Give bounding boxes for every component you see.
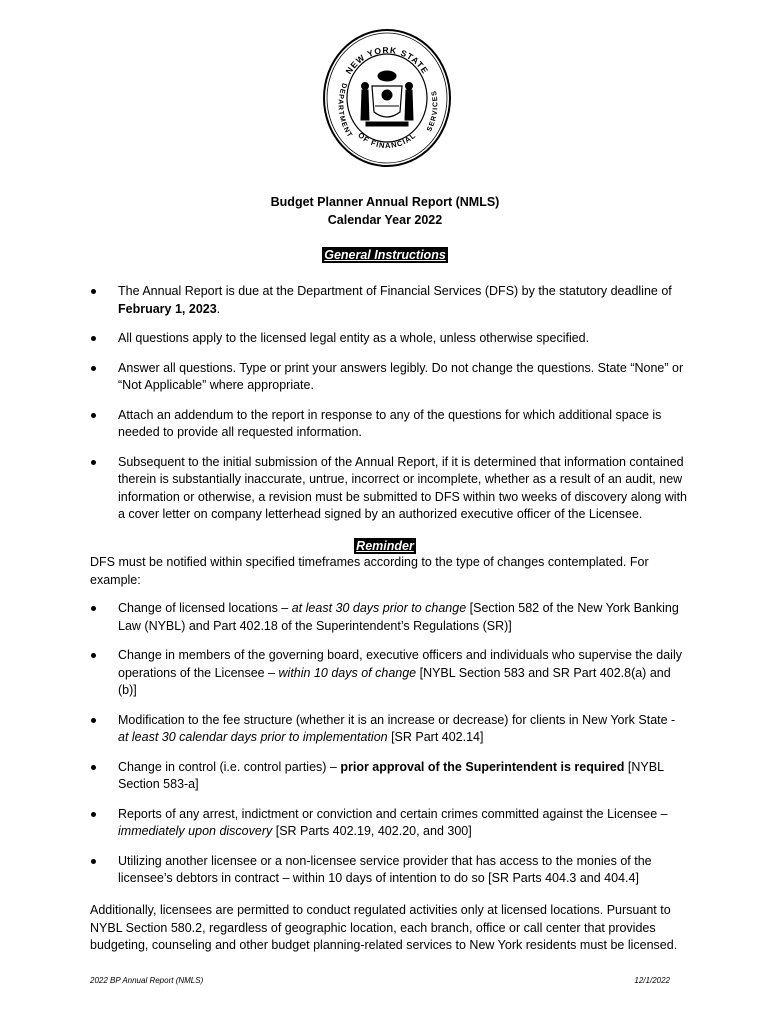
- list-item: [90, 647, 688, 700]
- reminder-text: Utilizing another licensee or a non-licensee service provider that has access to the monies of the licensee’s debtors in contract – within 10 days of intention to do so [SR Parts 404.3 and 404.4]: [118, 853, 652, 885]
- instruction-text: Attach an addendum to the report in response to any of the questions for which additional space is needed to provide all requested information.: [118, 407, 662, 439]
- reminder-timeframe: within 10 days of change: [278, 665, 417, 680]
- seal-text-right: SERVICES: [426, 89, 440, 133]
- report-title: [0, 193, 770, 229]
- reminder-citation: [SR Parts 402.19, 402.20, and 300]: [272, 824, 472, 838]
- list-item: [90, 806, 688, 841]
- list-item: [90, 283, 688, 318]
- list-item: [90, 330, 688, 348]
- reminder-text: Reports of any arrest, indictment or conviction and certain crimes committed against the Licensee –: [118, 806, 668, 821]
- deadline-date: February 1, 2023: [118, 301, 217, 316]
- seal-text-left: DEPARTMENT: [336, 82, 354, 140]
- reminder-timeframe: at least 30 calendar days prior to implementation: [118, 730, 388, 744]
- instruction-text: Answer all questions. Type or print your answers legibly. Do not change the questions. State “None” or “Not Applicable” where appropriate.: [118, 360, 684, 392]
- reminder-timeframe: immediately upon discovery: [118, 824, 273, 838]
- reminder-citation: [SR Part 402.14]: [387, 730, 484, 744]
- list-item: [90, 712, 688, 747]
- seal-text-bottom: OF FINANCIAL: [356, 130, 418, 151]
- reminder-list: [90, 600, 688, 888]
- instruction-text: All questions apply to the licensed legal entity as a whole, unless otherwise specified.: [118, 331, 590, 345]
- reminder-heading: Reminder: [356, 539, 414, 553]
- reminder-requirement: prior approval of the Superintendent is required: [340, 759, 625, 774]
- reminder-text: Change of licensed locations –: [118, 601, 292, 615]
- seal-text-top: NEW YORK STATE: [343, 44, 431, 76]
- reminder-text: Change in members of the governing board, executive officers and individuals who supervise the daily operations of the Licensee –: [118, 648, 682, 680]
- reminder-heading-wrap: [0, 537, 770, 555]
- title-line-2: Calendar Year 2022: [327, 213, 443, 227]
- list-item: [90, 407, 688, 442]
- svg-text:DEPARTMENT: [337, 82, 354, 139]
- reminder-citation: [Section 582 of the New York Banking Law (NYBL) and Part 402.18 of the Superintendent’s Regulations (SR)]: [118, 601, 679, 633]
- reminder-timeframe: at least 30 days prior to change: [291, 601, 467, 615]
- general-instructions-list: [90, 283, 688, 524]
- reminder-intro: DFS must be notified within specified timeframes according to the type of changes contemplated. For example:: [90, 555, 649, 587]
- instruction-text: Subsequent to the initial submission of the Annual Report, if it is determined that information contained therein is substantially inaccurate, untrue, incorrect or incomplete, whether as a result of an audit, new information or otherwise, a revision must be submitted to DFS within two weeks of discovery along with a cover letter on company letterhead signed by an authorized executive officer of the Licensee.: [118, 454, 687, 521]
- instruction-text: The Annual Report is due at the Department of Financial Services (DFS) by the statutory deadline of: [118, 284, 672, 298]
- general-instructions-heading-wrap: [0, 246, 770, 264]
- svg-text:SERVICES: [426, 89, 439, 133]
- additional-paragraph: Additionally, licensees are permitted to conduct regulated activities only at licensed locations. Pursuant to NYBL Section 580.2, regardless of geographic location, each branch, office or call center that provides budgeting, counseling and other budget planning-related services to New York residents must be licensed.: [90, 903, 678, 952]
- list-item: [90, 759, 688, 794]
- footer-date: 12/1/2022: [634, 976, 670, 985]
- list-item: [90, 360, 688, 395]
- instruction-tail: .: [216, 301, 221, 316]
- list-item: [90, 454, 688, 524]
- reminder-text: Modification to the fee structure (whether it is an increase or decrease) for clients in New York State -: [118, 712, 676, 727]
- nys-dfs-seal: [322, 28, 452, 168]
- reminder-citation: [NYBL Section 583 and SR Part 402.8(a) and (b)]: [118, 665, 671, 697]
- svg-text:OF FINANCIAL: [356, 131, 418, 151]
- coat-of-arms-icon: [361, 71, 413, 126]
- reminder-citation: [NYBL Section 583-a]: [118, 759, 664, 791]
- general-instructions-heading: General Instructions: [324, 248, 446, 262]
- footer-report-name: 2022 BP Annual Report (NMLS): [90, 976, 204, 985]
- reminder-text: Change in control (i.e. control parties) –: [118, 759, 341, 774]
- page-footer: [90, 976, 670, 985]
- list-item: [90, 853, 688, 888]
- title-line-1: Budget Planner Annual Report (NMLS): [270, 195, 500, 209]
- list-item: [90, 600, 688, 635]
